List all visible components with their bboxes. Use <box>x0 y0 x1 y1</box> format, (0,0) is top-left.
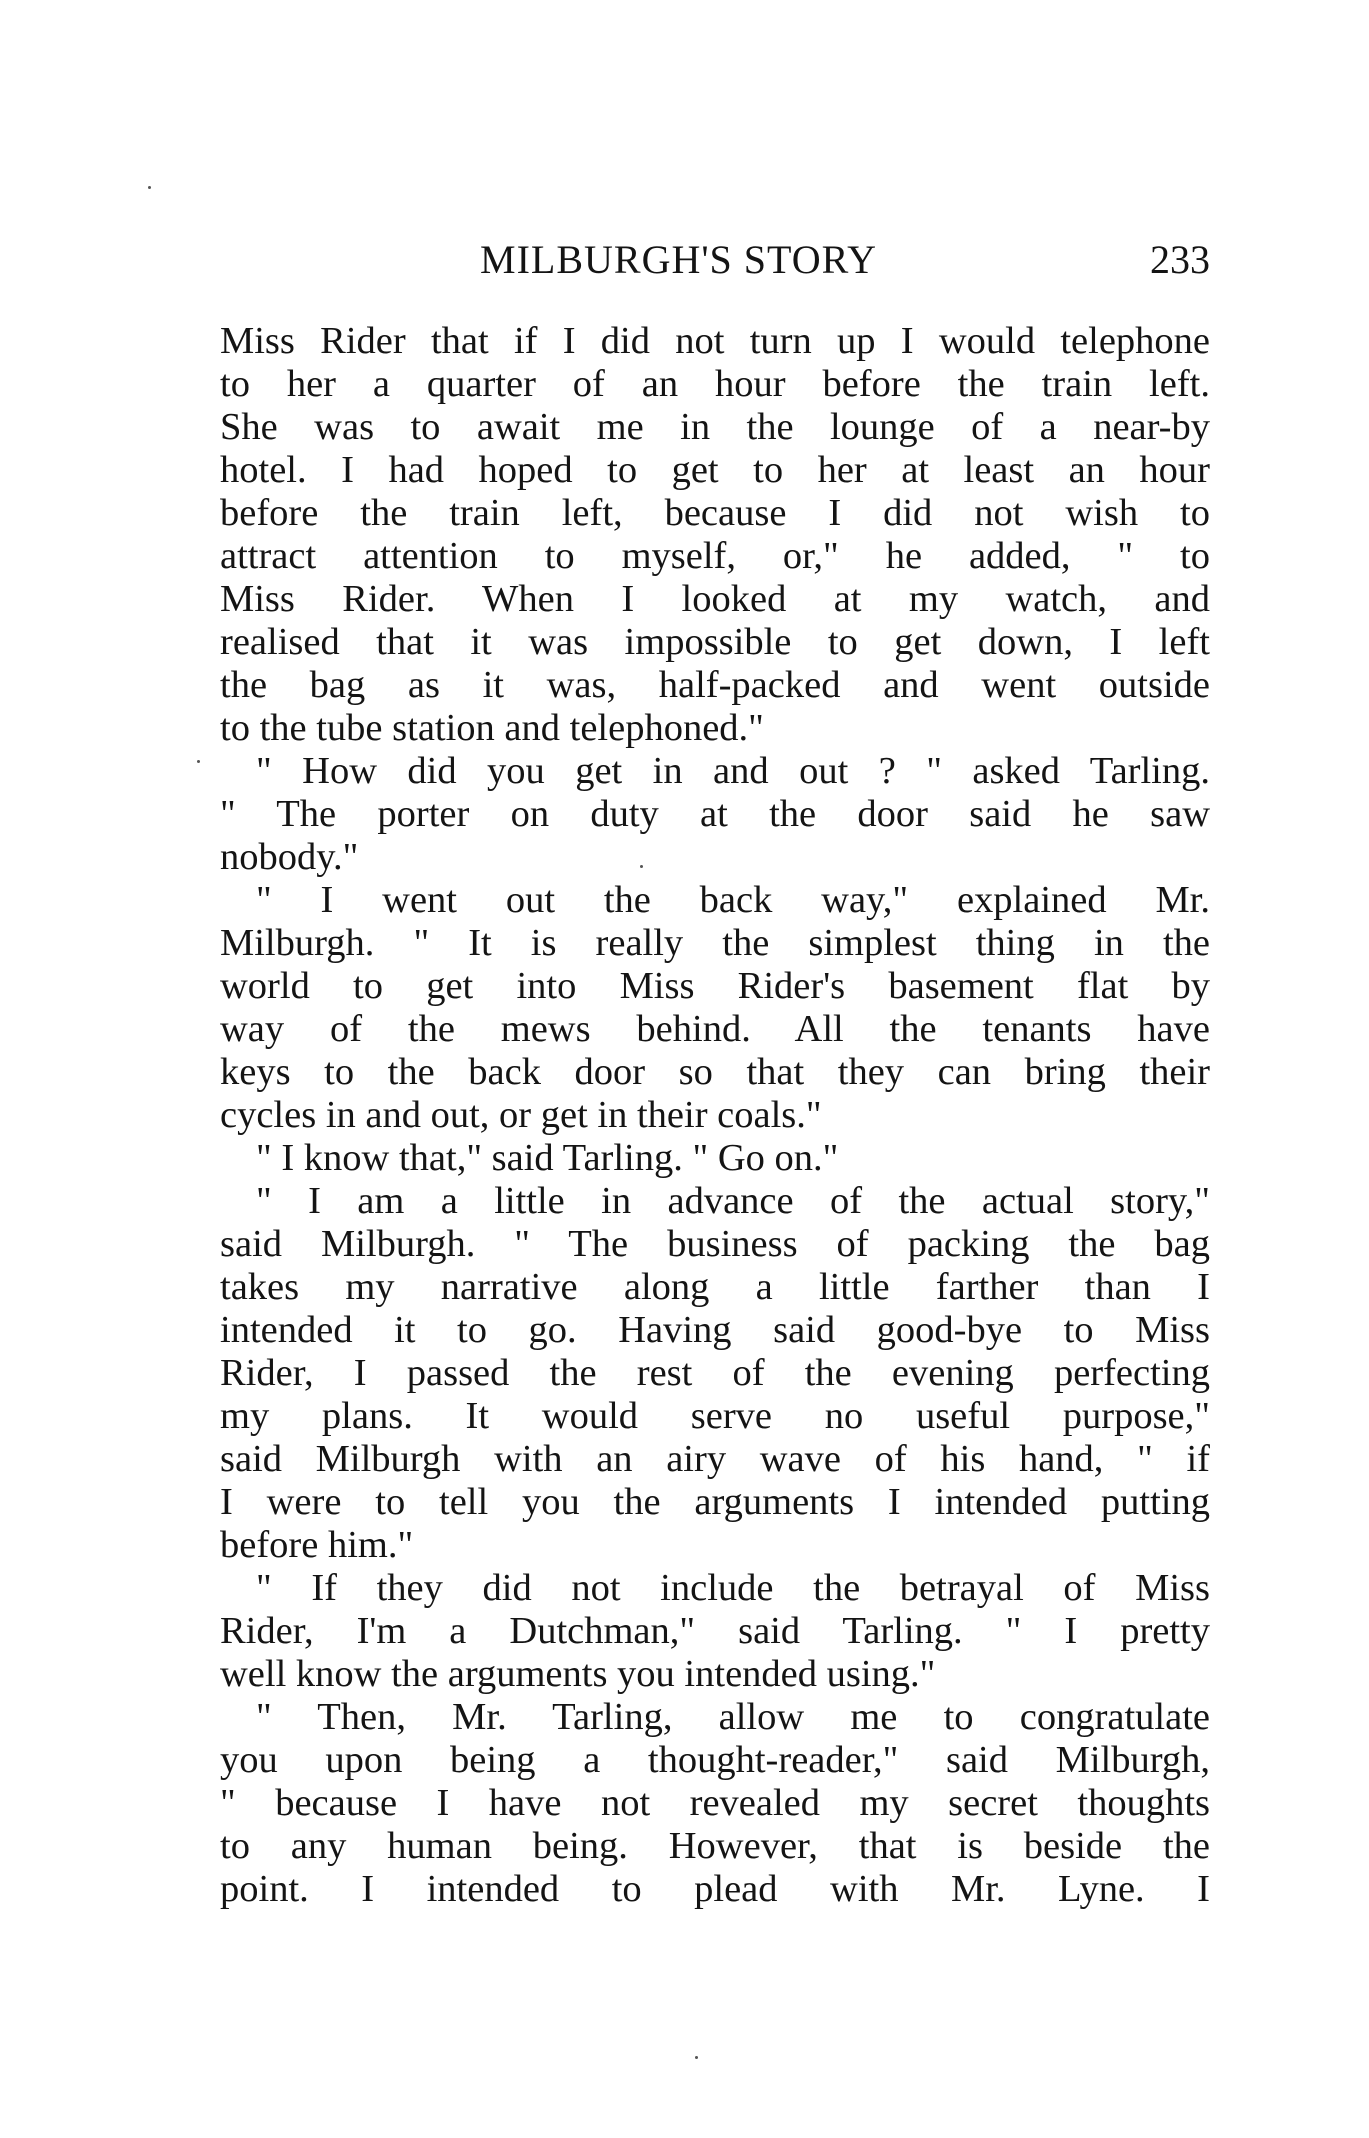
paper-speck <box>640 865 643 868</box>
text-line: Miss Rider. When I looked at my watch, and <box>220 578 1210 620</box>
text-line: realised that it was impossible to get down, I left <box>220 621 1210 663</box>
text-line: to any human being. However, that is beside the <box>220 1825 1210 1867</box>
text-line: before him." <box>220 1524 414 1566</box>
text-line: to the tube station and telephoned." <box>220 707 764 749</box>
page-header <box>220 232 1210 292</box>
page-number: 233 <box>1150 237 1210 282</box>
text-line: " Then, Mr. Tarling, allow me to congratulate <box>256 1696 1210 1738</box>
text-line: I were to tell you the arguments I intended putting <box>220 1481 1210 1523</box>
text-line: point. I intended to plead with Mr. Lyne. I <box>220 1868 1210 1910</box>
text-line: cycles in and out, or get in their coals." <box>220 1094 822 1136</box>
text-line: nobody." <box>220 836 359 878</box>
text-line: intended it to go. Having said good-bye to Miss <box>220 1309 1210 1351</box>
text-line: takes my narrative along a little farther than I <box>220 1266 1210 1308</box>
text-line: " The porter on duty at the door said he saw <box>220 793 1210 835</box>
text-line: said Milburgh. " The business of packing the bag <box>220 1223 1210 1265</box>
paper-speck <box>695 2056 698 2059</box>
text-line: my plans. It would serve no useful purpose," <box>220 1395 1210 1437</box>
text-line: way of the mews behind. All the tenants have <box>220 1008 1210 1050</box>
body-text <box>220 320 1210 1911</box>
text-line: attract attention to myself, or," he added, " to <box>220 535 1210 577</box>
text-line: " If they did not include the betrayal of Miss <box>256 1567 1210 1609</box>
text-line: Miss Rider that if I did not turn up I would telephone <box>220 320 1210 362</box>
text-line: " I am a little in advance of the actual story," <box>256 1180 1210 1222</box>
text-line: She was to await me in the lounge of a near-by <box>220 406 1210 448</box>
paper-speck <box>197 760 200 763</box>
text-line: said Milburgh with an airy wave of his hand, " if <box>220 1438 1210 1480</box>
text-line: " I went out the back way," explained Mr. <box>256 879 1210 921</box>
text-line: before the train left, because I did not wish to <box>220 492 1210 534</box>
text-line: " I know that," said Tarling. " Go on." <box>256 1137 839 1179</box>
text-line: keys to the back door so that they can bring their <box>220 1051 1210 1093</box>
running-title: MILBURGH'S STORY <box>480 237 877 282</box>
text-line: " because I have not revealed my secret thoughts <box>220 1782 1210 1824</box>
text-line: you upon being a thought-reader," said Milburgh, <box>220 1739 1210 1781</box>
text-line: hotel. I had hoped to get to her at least an hour <box>220 449 1210 491</box>
text-line: Milburgh. " It is really the simplest thing in the <box>220 922 1210 964</box>
text-line: " How did you get in and out ? " asked Tarling. <box>256 750 1210 792</box>
text-line: to her a quarter of an hour before the train left. <box>220 363 1210 405</box>
text-line: Rider, I'm a Dutchman," said Tarling. " I pretty <box>220 1610 1210 1652</box>
text-line: world to get into Miss Rider's basement flat by <box>220 965 1210 1007</box>
paper-speck <box>148 186 151 189</box>
text-line: Rider, I passed the rest of the evening perfecting <box>220 1352 1210 1394</box>
text-line: the bag as it was, half-packed and went outside <box>220 664 1210 706</box>
text-line: well know the arguments you intended using." <box>220 1653 936 1695</box>
